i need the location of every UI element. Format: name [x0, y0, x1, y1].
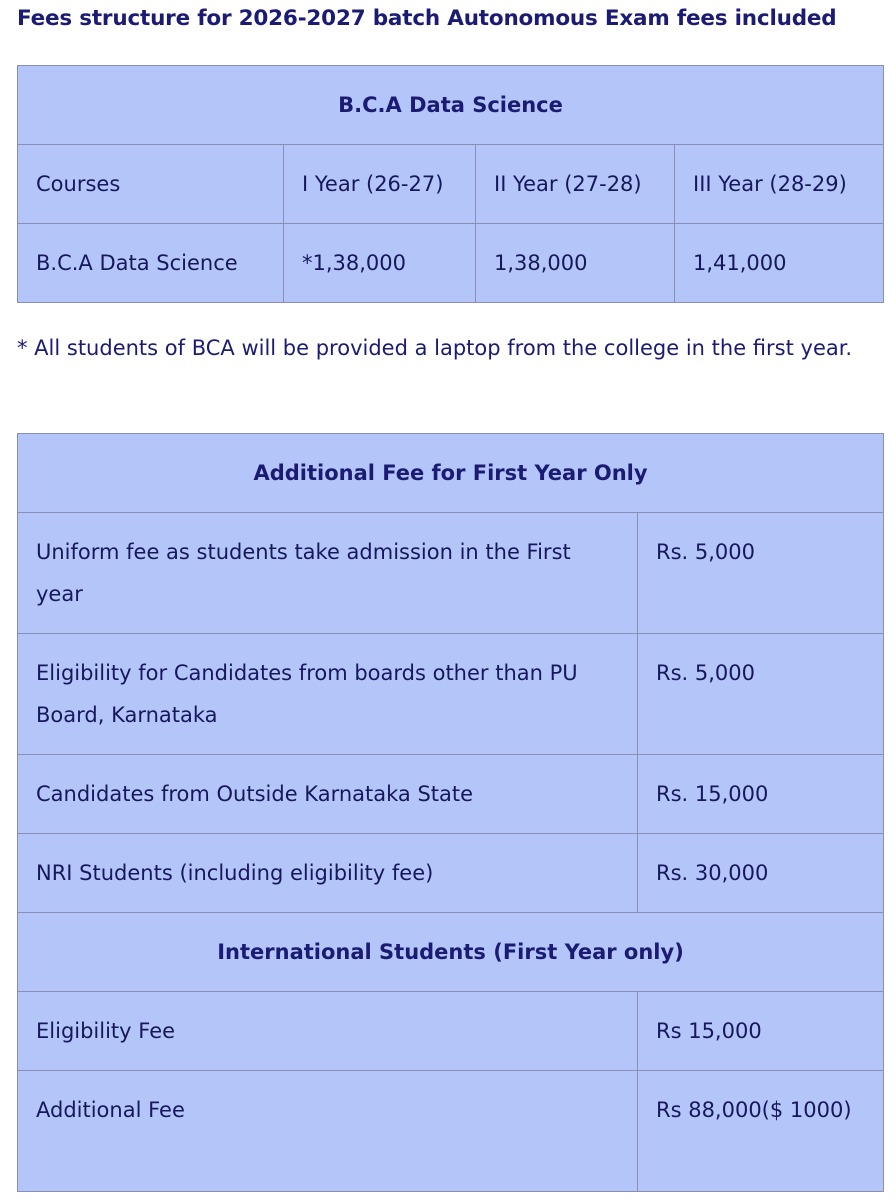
- table-row: [18, 1071, 884, 1192]
- header-year-1: I Year (26-27): [284, 145, 476, 224]
- additional-fee-table: [17, 433, 884, 1192]
- table-header-row: [18, 145, 884, 224]
- fee-value: Rs. 5,000: [638, 513, 884, 634]
- header-year-3: III Year (28-29): [675, 145, 884, 224]
- table-title: B.C.A Data Science: [18, 66, 884, 145]
- fee-label: Candidates from Outside Karnataka State: [18, 755, 638, 834]
- table-row: [18, 634, 884, 755]
- fee-value: Rs. 5,000: [638, 634, 884, 755]
- fee-value: Rs. 15,000: [638, 755, 884, 834]
- fee-label: NRI Students (including eligibility fee): [18, 834, 638, 913]
- table-row: [18, 834, 884, 913]
- header-courses: Courses: [18, 145, 284, 224]
- table-row: [18, 755, 884, 834]
- header-year-2: II Year (27-28): [476, 145, 675, 224]
- fee-label: Eligibility Fee: [18, 992, 638, 1071]
- table-title: Additional Fee for First Year Only: [18, 434, 884, 513]
- course-name: B.C.A Data Science: [18, 224, 284, 303]
- laptop-note: * All students of BCA will be provided a laptop from the college in the first year.: [17, 336, 853, 360]
- table-title-row: [18, 66, 884, 145]
- fee-value: Rs 88,000($ 1000): [638, 1071, 884, 1192]
- table-row: [18, 224, 884, 303]
- fee-year-1: *1,38,000: [284, 224, 476, 303]
- bca-fee-table: [17, 65, 884, 303]
- international-section-title: International Students (First Year only): [18, 913, 884, 992]
- section-title-row: [18, 913, 884, 992]
- fee-value: Rs. 30,000: [638, 834, 884, 913]
- table-title-row: [18, 434, 884, 513]
- fee-value: Rs 15,000: [638, 992, 884, 1071]
- table-row: [18, 513, 884, 634]
- page-heading: Fees structure for 2026-2027 batch Autonomous Exam fees included: [17, 6, 837, 31]
- fee-label: Uniform fee as students take admission in the First year: [18, 513, 638, 634]
- table-row: [18, 992, 884, 1071]
- fee-year-2: 1,38,000: [476, 224, 675, 303]
- fee-label: Additional Fee: [18, 1071, 638, 1192]
- fee-year-3: 1,41,000: [675, 224, 884, 303]
- fee-label: Eligibility for Candidates from boards other than PU Board, Karnataka: [18, 634, 638, 755]
